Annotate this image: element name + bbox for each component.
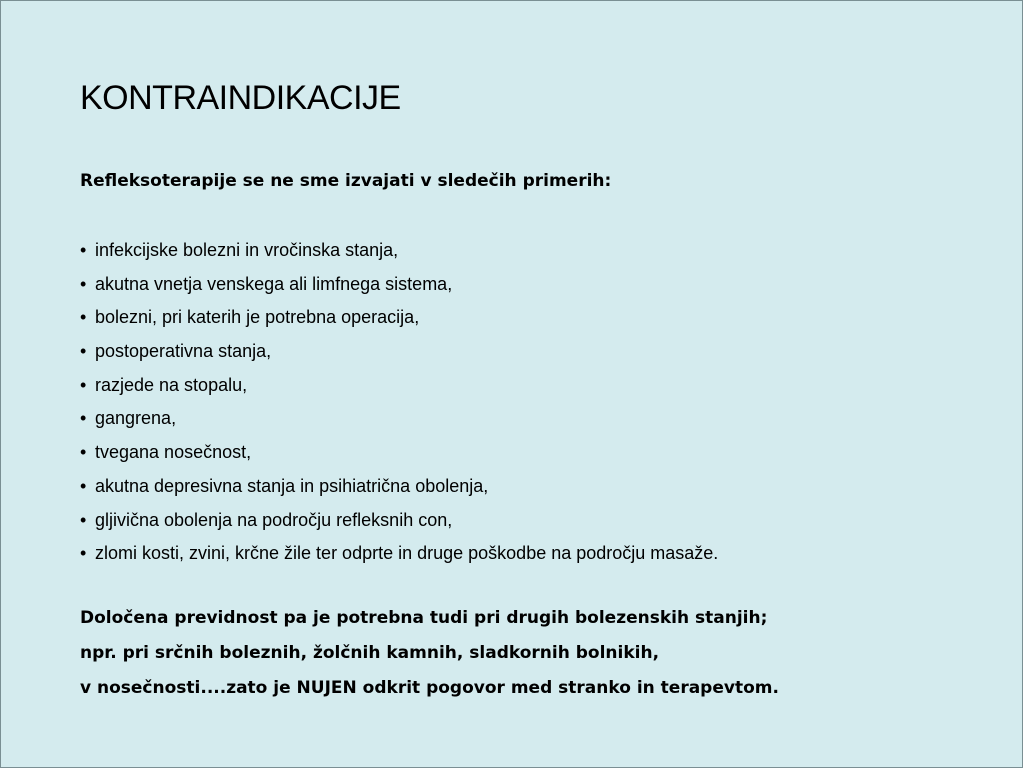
bullet-icon: •: [80, 543, 87, 564]
note-line: Določena previdnost pa je potrebna tudi pri drugih bolezenskih stanjih;: [80, 608, 768, 628]
list-item-text: gangrena,: [95, 408, 177, 429]
list-item-text: akutna vnetja venskega ali limfnega sistema,: [95, 273, 453, 294]
note-line: v nosečnosti....zato je NUJEN odkrit pogovor med stranko in terapevtom.: [80, 678, 779, 698]
list-item-text: postoperativna stanja,: [95, 341, 272, 362]
list-item-text: infekcijske bolezni in vročinska stanja,: [95, 240, 399, 260]
bullet-icon: •: [80, 475, 87, 496]
list-item-text: gljivična obolenja na področju refleksnih con,: [95, 509, 453, 530]
note-line: npr. pri srčnih boleznih, žolčnih kamnih, sladkornih bolnikih,: [80, 643, 660, 663]
bullet-icon: •: [80, 273, 87, 294]
contraindication-list: [80, 236, 718, 573]
caution-note: [80, 604, 779, 709]
bullet-icon: •: [80, 509, 87, 530]
bullet-icon: •: [80, 307, 87, 328]
intro-text: Refleksoterapije se ne sme izvajati v sledečih primerih:: [80, 171, 612, 191]
list-item: [80, 506, 718, 540]
slide-title: KONTRAINDIKACIJE: [80, 79, 401, 117]
list-item: [80, 539, 718, 573]
list-item: [80, 337, 718, 371]
list-item-text: akutna depresivna stanja in psihiatrična obolenja,: [95, 475, 489, 496]
bullet-icon: •: [80, 341, 87, 362]
list-item: [80, 371, 718, 405]
bullet-icon: •: [80, 374, 87, 395]
list-item-text: tvegana nosečnost,: [95, 442, 252, 463]
list-item: [80, 404, 718, 438]
list-item-text: razjede na stopalu,: [95, 374, 248, 395]
list-item: [80, 270, 718, 304]
list-item: [80, 303, 718, 337]
list-item: [80, 236, 718, 270]
list-item-text: zlomi kosti, zvini, krčne žile ter odprte in druge poškodbe na področju masaže.: [95, 543, 719, 564]
list-item-text: bolezni, pri katerih je potrebna operacija,: [95, 307, 420, 328]
list-item: [80, 438, 718, 472]
bullet-icon: •: [80, 240, 87, 260]
list-item: [80, 472, 718, 506]
bullet-icon: •: [80, 408, 87, 429]
bullet-icon: •: [80, 442, 87, 463]
